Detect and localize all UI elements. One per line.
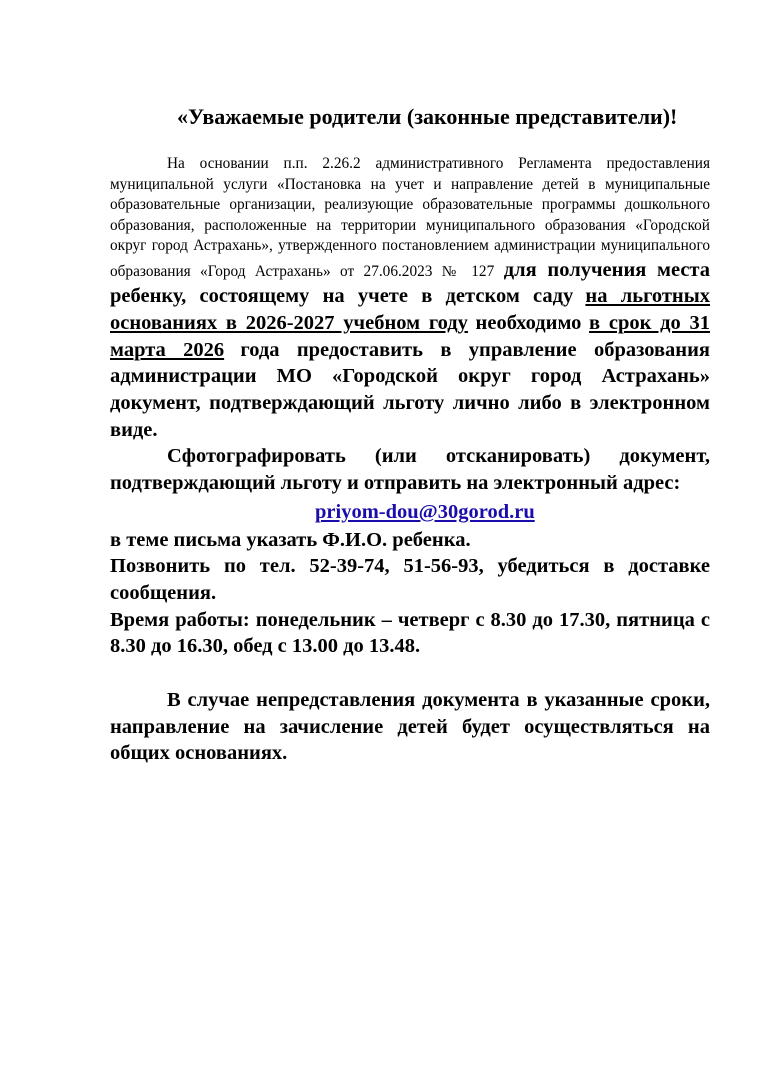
main-paragraph [110,154,710,443]
intro-bold-mid: необходимо [475,311,582,334]
deadline-underlined: в срок до 31 марта 2026 [110,311,711,361]
photo-instruction: Сфотографировать (или отсканировать) документ, подтверждающий льготу и отправить на электронный адрес: [110,445,710,495]
email-link[interactable]: priyom-dou@30gorod.ru [315,500,535,523]
intro-preference-underlined: на льготных основаниях в 2026-2027 учебном году [110,285,710,334]
hours-note: Время работы: понедельник – четверг с 8.30 до 17.30, пятница с 8.30 до 16.30, обед с 13.00 до 13.48. [110,608,710,658]
intro-bold-end: года предоставить в управление образования администрации МО «Городской округ город Астрахань» документ, подтверждающий льготу лично либо в электронном виде. [110,338,710,441]
document-body [110,103,710,767]
email-line [110,499,710,526]
closing-paragraph: В случае непредставления документа в указанные сроки, направление на зачисление детей будет осуществляться на общих основаниях. [110,689,710,765]
intro-regulation-text: На основании п.п. 2.26.2 административного Регламента предоставления муниципальной услуги «Постановка на учет и направление детей в муниципальные образовательные организации, реализующие образовательные программы дошкольного образования, расположенные на территории муниципального образования «Городской округ город Астрахань», утвержденного постановлением администрации муниципального образования «Город Астрахань» от 27.06.2023 № 127 [110,155,710,280]
page-title: «Уважаемые родители (законные представители)! [177,104,678,129]
subject-note: в теме письма указать Ф.И.О. ребенка. [110,528,471,551]
phone-note: Позвонить по тел. 52-39-74, 51-56-93, убедиться в доставке сообщения. [110,555,710,604]
spacer [110,660,710,687]
intro-bold-start: для получения места ребенку, состоящему на учете в детском саду [110,258,711,308]
